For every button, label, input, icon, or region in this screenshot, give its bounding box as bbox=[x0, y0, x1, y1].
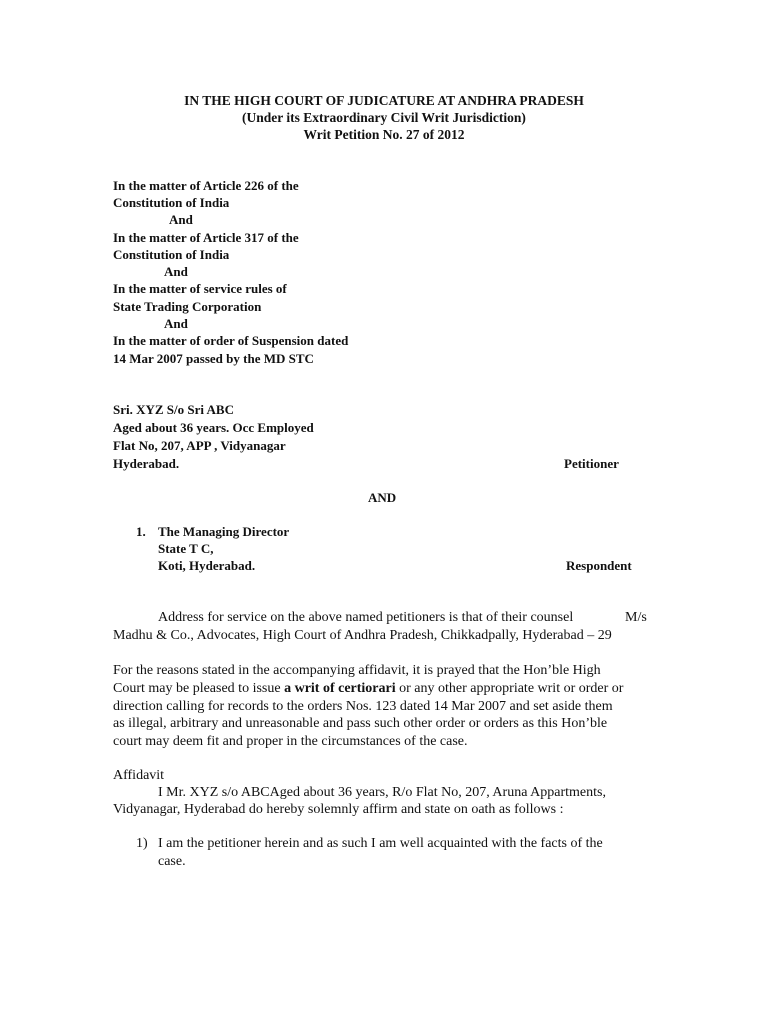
petitioner-line: Aged about 36 years. Occ Employed bbox=[113, 420, 314, 435]
respondent-number: 1. bbox=[136, 524, 146, 539]
address-line-end: M/s bbox=[625, 610, 647, 625]
prayer-text: Court may be pleased to issue bbox=[113, 681, 285, 696]
respondent-line: State T C, bbox=[158, 541, 214, 556]
prayer-line: as illegal, arbitrary and unreasonable and pass such other order or orders as this Hon’ble bbox=[113, 716, 608, 731]
jurisdiction-subtitle: (Under its Extraordinary Civil Writ Jurisdiction) bbox=[242, 110, 526, 125]
matter-and: And bbox=[164, 264, 188, 279]
matter-line: Constitution of India bbox=[113, 247, 230, 262]
petition-number: Writ Petition No. 27 of 2012 bbox=[303, 127, 465, 142]
petitioner-line: Flat No, 207, APP , Vidyanagar bbox=[113, 438, 286, 453]
court-title: IN THE HIGH COURT OF JUDICATURE AT ANDHRA PRADESH bbox=[184, 93, 584, 108]
affidavit-line: I Mr. XYZ s/o ABCAged about 36 years, R/o Flat No, 207, Aruna Appartments, bbox=[158, 785, 606, 800]
respondent-line: The Managing Director bbox=[158, 524, 290, 539]
matter-line: Constitution of India bbox=[113, 195, 230, 210]
and-separator: AND bbox=[368, 490, 397, 505]
respondent-role: Respondent bbox=[566, 558, 632, 573]
point-number: 1) bbox=[136, 836, 148, 851]
prayer-line: For the reasons stated in the accompanying affidavit, it is prayed that the Hon’ble High bbox=[113, 663, 601, 678]
petitioner-role: Petitioner bbox=[564, 456, 619, 471]
address-line: Address for service on the above named petitioners is that of their counsel bbox=[158, 610, 574, 625]
matter-and: And bbox=[169, 212, 193, 227]
matter-and: And bbox=[164, 316, 188, 331]
prayer-line: court may deem fit and proper in the circumstances of the case. bbox=[113, 734, 468, 749]
matter-line: 14 Mar 2007 passed by the MD STC bbox=[113, 351, 314, 366]
respondent-line: Koti, Hyderabad. bbox=[158, 558, 256, 573]
matter-line: In the matter of Article 317 of the bbox=[113, 230, 299, 245]
matter-line: State Trading Corporation bbox=[113, 299, 262, 314]
point-line: I am the petitioner herein and as such I am well acquainted with the facts of the bbox=[158, 836, 603, 851]
prayer-line: direction calling for records to the orders Nos. 123 dated 14 Mar 2007 and set aside them bbox=[113, 699, 613, 714]
petitioner-line: Sri. XYZ S/o Sri ABC bbox=[113, 402, 234, 417]
matter-line: In the matter of Article 226 of the bbox=[113, 178, 299, 193]
prayer-line bbox=[113, 681, 623, 697]
affidavit-title: Affidavit bbox=[113, 768, 165, 783]
affidavit-line: Vidyanagar, Hyderabad do hereby solemnly affirm and state on oath as follows : bbox=[113, 802, 564, 817]
point-line: case. bbox=[158, 854, 186, 869]
petitioner-line: Hyderabad. bbox=[113, 456, 180, 471]
matter-line: In the matter of order of Suspension dated bbox=[113, 333, 349, 348]
writ-type: a writ of certiorari bbox=[284, 681, 396, 696]
prayer-text: or any other appropriate writ or order or bbox=[395, 681, 624, 696]
address-line: Madhu & Co., Advocates, High Court of Andhra Pradesh, Chikkadpally, Hyderabad – 29 bbox=[113, 628, 612, 643]
matter-line: In the matter of service rules of bbox=[113, 281, 287, 296]
